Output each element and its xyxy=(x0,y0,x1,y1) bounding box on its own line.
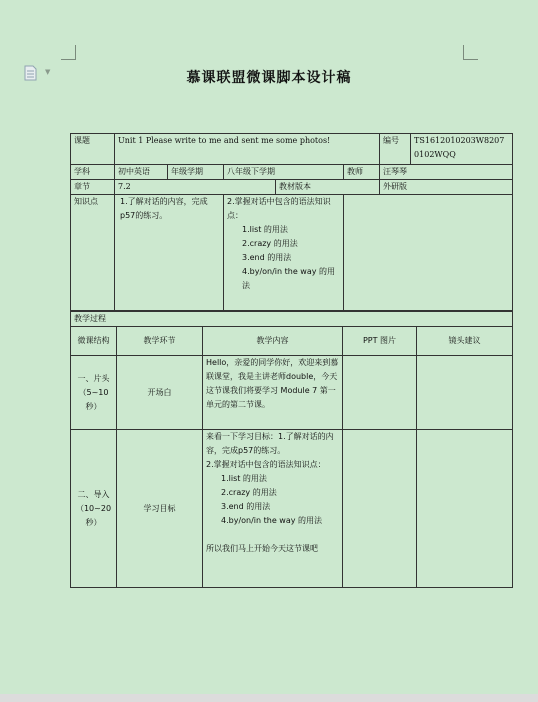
row-camera xyxy=(417,430,513,588)
chapter-value: 7.2 xyxy=(115,180,276,195)
table-row xyxy=(71,356,513,430)
grammar-item: 3.end 的用法 xyxy=(221,502,271,511)
page-corner-top-left xyxy=(61,45,76,60)
row-content-intro: 来看一下学习目标：1.了解对话的内容，完成p57的练习。 xyxy=(206,432,334,455)
grammar-item: 1.list 的用法 xyxy=(242,225,288,234)
header-step: 教学环节 xyxy=(117,327,203,356)
knowledge-empty-cell xyxy=(344,195,513,311)
chapter-label: 章节 xyxy=(71,180,115,195)
bottom-status-bar xyxy=(0,694,538,702)
row-ppt xyxy=(343,430,417,588)
row-content-outro: 所以我们马上开始今天这节课吧 xyxy=(206,544,318,553)
edition-label: 教材版本 xyxy=(276,180,380,195)
chevron-down-icon[interactable]: ▼ xyxy=(45,68,51,76)
subject-label: 学科 xyxy=(71,165,115,180)
header-content: 教学内容 xyxy=(203,327,343,356)
grammar-item: 2.crazy 的用法 xyxy=(242,239,298,248)
process-section-label: 教学过程 xyxy=(71,312,513,327)
header-camera: 镜头建议 xyxy=(417,327,513,356)
row-step: 学习目标 xyxy=(117,430,203,588)
teacher-value: 汪琴琴 xyxy=(380,165,513,180)
row-step: 开场白 xyxy=(117,356,203,430)
grade-value: 八年级下学期 xyxy=(224,165,344,180)
subject-value: 初中英语 xyxy=(115,165,168,180)
row-content xyxy=(203,430,343,588)
table-row xyxy=(71,430,513,588)
header-structure: 微课结构 xyxy=(71,327,117,356)
row-content: Hello，亲爱的同学你好，欢迎来到慕联课堂，我是主讲老师double，今天这节课我们将要学习 Module 7 第一单元的第二节课。 xyxy=(203,356,343,430)
grammar-item: 4.by/on/in the way 的用法 xyxy=(242,267,336,290)
row-structure: 一、片头（5~10秒） xyxy=(71,356,117,430)
code-label: 编号 xyxy=(380,134,411,165)
teaching-process-table xyxy=(70,311,513,588)
grammar-item: 2.crazy 的用法 xyxy=(221,488,277,497)
document-title: 慕课联盟微课脚本设计稿 xyxy=(186,70,352,86)
page-corner-top-right xyxy=(463,45,478,60)
code-value: TS1612010203W82070102WQQ xyxy=(411,134,513,165)
grammar-item: 4.by/on/in the way 的用法 xyxy=(221,516,323,525)
teacher-label: 教师 xyxy=(344,165,380,180)
edition-value: 外研版 xyxy=(380,180,513,195)
knowledge-point-2-title: 2.掌握对话中包含的语法知识点： xyxy=(227,197,331,220)
row-ppt xyxy=(343,356,417,430)
knowledge-point-1: 1.了解对话的内容，完成p57的练习。 xyxy=(115,195,224,311)
grammar-item: 1.list 的用法 xyxy=(221,474,267,483)
topic-label: 课题 xyxy=(71,134,115,165)
knowledge-point-2 xyxy=(224,195,344,311)
row-content-point: 2.掌握对话中包含的语法知识点： xyxy=(206,460,326,469)
topic-value: Unit 1 Please write to me and sent me some photos! xyxy=(115,134,380,165)
row-structure: 二、导入（10~20秒） xyxy=(71,430,117,588)
grammar-item: 3.end 的用法 xyxy=(242,253,292,262)
header-ppt: PPT 图片 xyxy=(343,327,417,356)
grade-label: 年级学期 xyxy=(168,165,224,180)
row-camera xyxy=(417,356,513,430)
knowledge-label: 知识点 xyxy=(71,195,115,311)
course-info-table xyxy=(70,133,513,311)
